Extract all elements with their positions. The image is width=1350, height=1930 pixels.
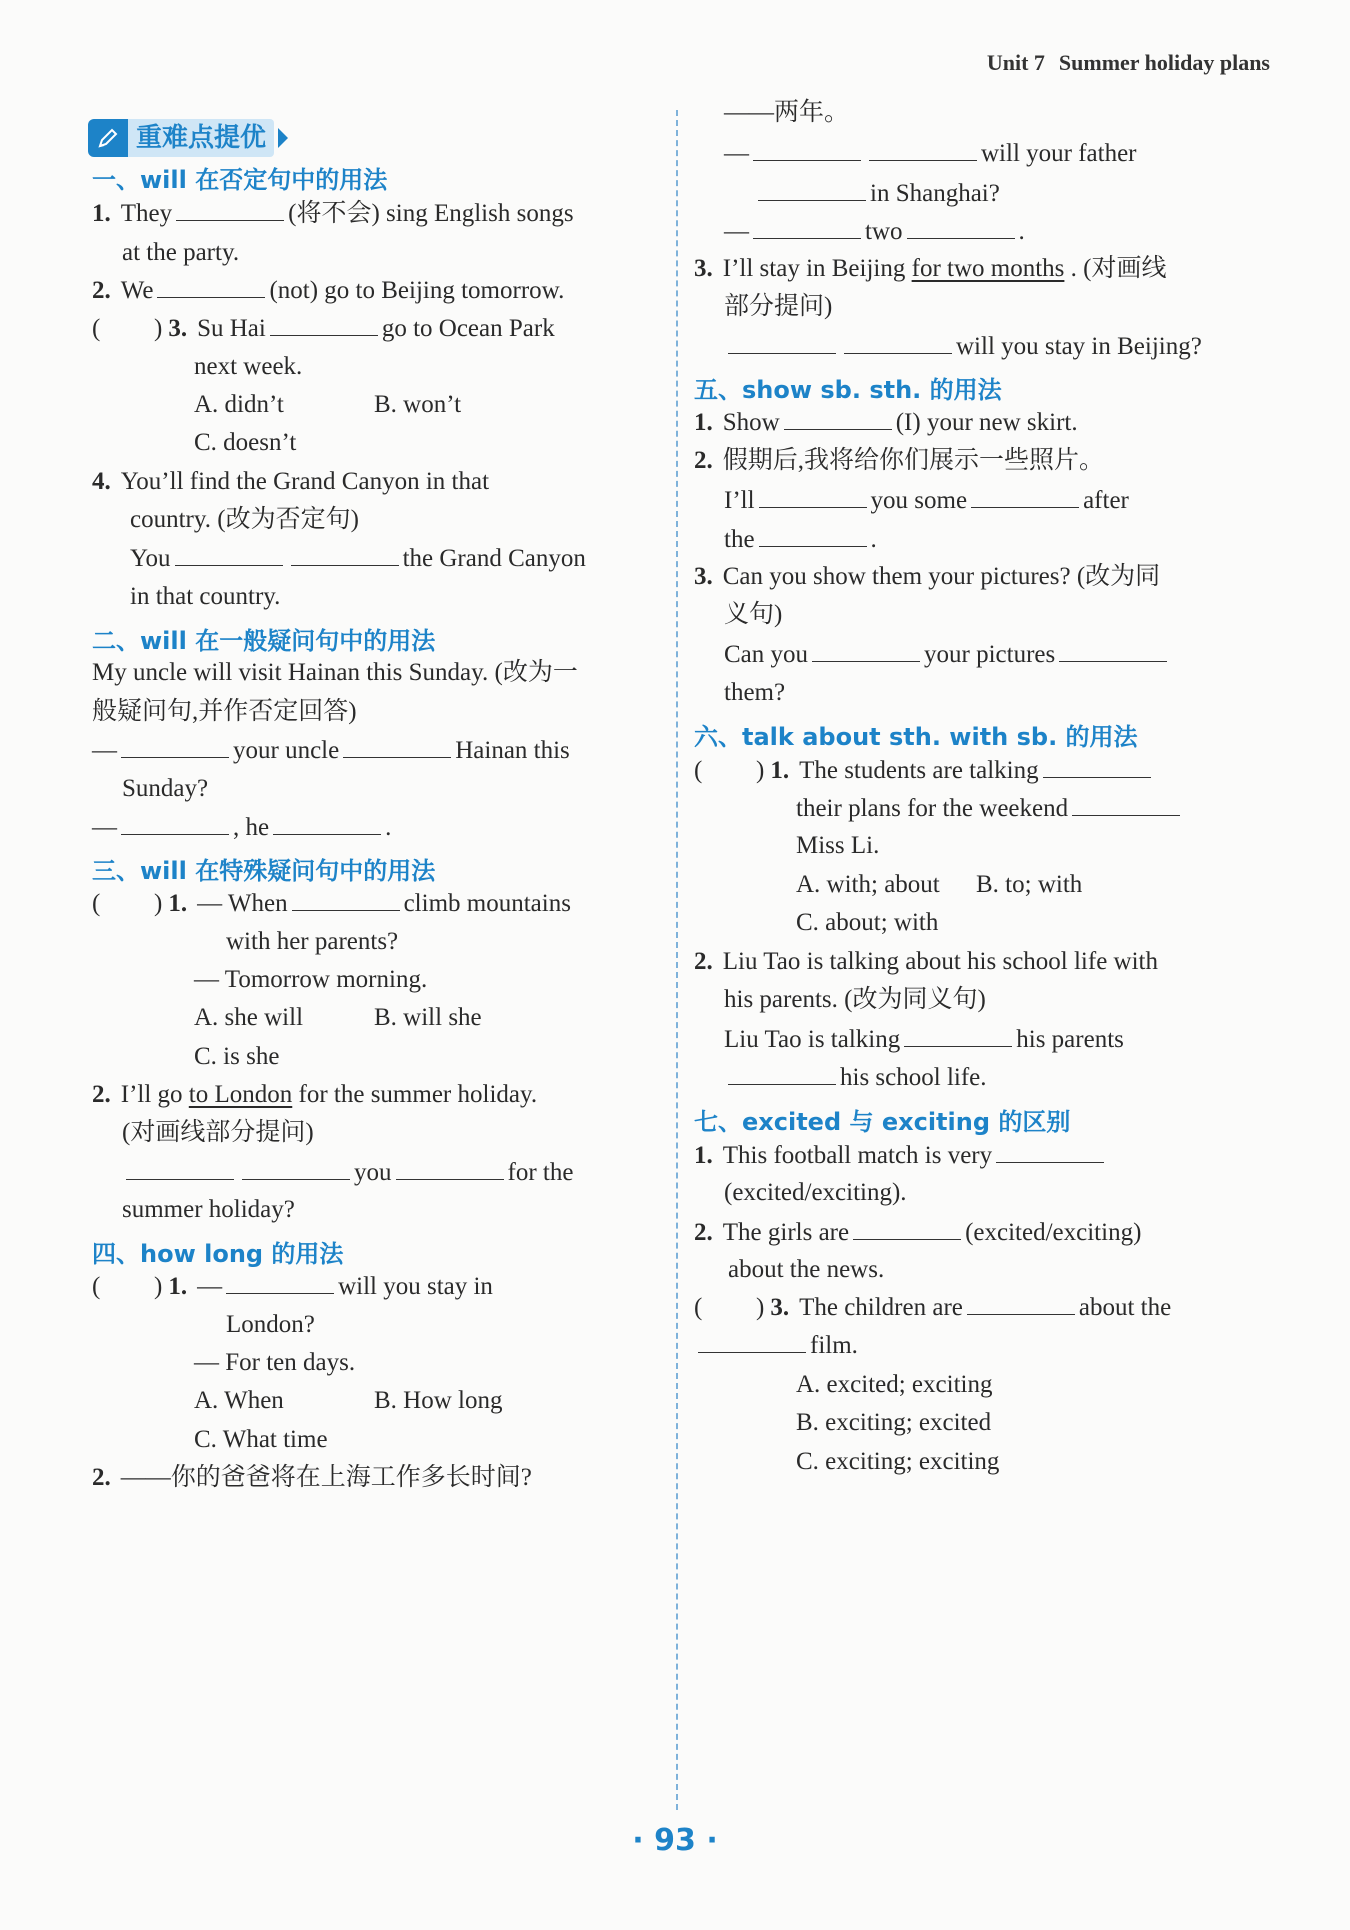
line-text: at the party.: [122, 239, 240, 266]
underlined-phrase: to London: [188, 1081, 293, 1108]
line-text: ——你的爸爸将在上海工作多长时间?: [120, 1464, 532, 1491]
question-line: [796, 870, 1082, 900]
answer-blank[interactable]: [996, 1140, 1104, 1163]
question-line: [796, 1447, 999, 1477]
answer-blank[interactable]: [728, 331, 836, 354]
question-line: [694, 755, 1155, 786]
option-b: B. How long: [374, 1387, 503, 1414]
line-text-3: Hainan this: [455, 737, 570, 764]
line-text: ——两年。: [724, 99, 850, 126]
question-line: [724, 639, 1171, 670]
answer-paren-close: ): [154, 890, 163, 917]
line-text: My uncle will visit Hainan this Sunday. (改为一: [92, 659, 578, 686]
line-text: —: [724, 218, 749, 245]
question-line: [194, 428, 296, 458]
question-number: 2.: [694, 948, 713, 975]
line-text: We: [120, 277, 154, 304]
question-line: [194, 352, 302, 382]
question-line: [92, 275, 564, 306]
option-b: B. won’t: [374, 391, 462, 418]
line-text: The students are talking: [799, 757, 1039, 784]
question-line: [130, 505, 359, 535]
answer-blank[interactable]: [698, 1330, 806, 1353]
question-line: [724, 985, 986, 1015]
answer-blank[interactable]: [343, 735, 451, 758]
line-text-2: his school life.: [840, 1064, 987, 1091]
line-text: C. is she: [194, 1043, 280, 1070]
question-number: 1.: [92, 200, 111, 227]
question-line: [194, 1042, 279, 1072]
answer-blank[interactable]: [907, 216, 1015, 239]
answer-blank[interactable]: [121, 812, 229, 835]
line-text: B. exciting; excited: [796, 1409, 992, 1436]
line-text: (excited/exciting).: [724, 1179, 907, 1206]
line-text: with her parents?: [226, 928, 399, 955]
line-text: They: [120, 200, 173, 227]
line-text-3: .: [1018, 218, 1025, 245]
question-line: [724, 678, 785, 708]
answer-blank[interactable]: [273, 812, 381, 835]
question-line: [194, 965, 427, 995]
question-number: 3.: [168, 315, 188, 342]
line-text-2: your uncle: [233, 737, 340, 764]
section-heading: 二、will 在一般疑问句中的用法: [92, 627, 436, 655]
answer-paren-open: (: [694, 757, 703, 784]
question-line: [694, 1140, 1108, 1171]
option-a: A. didn’t: [194, 391, 284, 418]
line-text-2: .: [870, 526, 877, 553]
line-text: The children are: [799, 1294, 963, 1321]
line-text: next week.: [194, 353, 303, 380]
badge-label: 重难点提优: [128, 119, 274, 157]
line-text: Liu Tao is talking: [724, 1026, 901, 1053]
question-line: [694, 407, 1078, 438]
section-heading: 五、show sb. sth. 的用法: [694, 376, 1002, 404]
question-line: [122, 238, 239, 268]
badge-arrow-icon: [278, 128, 288, 148]
question-line: [92, 1080, 537, 1110]
question-number: 1.: [694, 1142, 713, 1169]
question-number: 2.: [694, 1219, 713, 1246]
line-text: Su Hai: [197, 315, 266, 342]
answer-blank[interactable]: [226, 1271, 334, 1294]
question-number: 3.: [694, 563, 713, 590]
option-a: A. with; about: [796, 871, 940, 898]
question-line: [724, 216, 1025, 247]
question-line: [194, 1348, 355, 1378]
question-line: [724, 1024, 1124, 1055]
answer-blank[interactable]: [728, 1062, 836, 1085]
line-text: summer holiday?: [122, 1196, 295, 1223]
line-text-3: after: [1083, 487, 1129, 514]
line-text: You’ll find the Grand Canyon in that: [120, 468, 490, 495]
line-text-2: his parents: [1016, 1026, 1124, 1053]
line-text: 般疑问句,并作否定回答): [92, 698, 357, 725]
line-text: 假期后,我将给你们展示一些照片。: [722, 447, 1105, 474]
answer-paren-close: ): [756, 1294, 765, 1321]
question-number: 4.: [92, 468, 111, 495]
line-text: I’ll: [724, 487, 755, 514]
line-text: 部分提问): [724, 293, 833, 320]
line-text: —: [92, 737, 117, 764]
line-text: Liu Tao is talking about his school life with: [722, 948, 1158, 975]
question-line: [694, 562, 1160, 592]
answer-paren-open: (: [694, 1294, 703, 1321]
line-text-2: (excited/exciting): [965, 1219, 1142, 1246]
question-line: [796, 1408, 991, 1438]
section-heading: 六、talk about sth. with sb. 的用法: [694, 723, 1138, 751]
answer-paren-open: (: [92, 315, 101, 342]
underlined-phrase: for two months: [911, 255, 1065, 282]
line-text-2: about the: [1078, 1294, 1172, 1321]
answer-blank[interactable]: [176, 198, 284, 221]
question-line: [796, 831, 879, 861]
answer-blank[interactable]: [971, 485, 1079, 508]
answer-blank[interactable]: [869, 138, 977, 161]
question-line: [92, 1271, 493, 1302]
line-text: —: [724, 140, 749, 167]
question-line: [122, 774, 208, 804]
line-text: You: [130, 545, 171, 572]
pencil-icon: [88, 119, 128, 157]
answer-paren-close: ): [154, 1273, 163, 1300]
line-text-2: go to Ocean Park: [381, 315, 555, 342]
option-a: A. When: [194, 1387, 284, 1414]
question-line: [122, 1118, 314, 1148]
answer-blank[interactable]: [753, 216, 861, 239]
line-text-2: for the summer holiday.: [298, 1081, 538, 1108]
line-text: 义句): [724, 601, 783, 628]
line-text-3: for the: [507, 1159, 574, 1186]
question-line: [194, 1425, 328, 1455]
line-text: his parents. (改为同义句): [724, 986, 986, 1013]
line-text: (对画线部分提问): [122, 1119, 314, 1146]
option-a: A. she will: [194, 1004, 304, 1031]
line-text: — For ten days.: [194, 1349, 356, 1376]
question-line: [724, 138, 1137, 169]
answer-blank[interactable]: [904, 1024, 1012, 1047]
line-text-2: film.: [810, 1332, 858, 1359]
section-heading: 三、will 在特殊疑问句中的用法: [92, 857, 436, 885]
question-line: [130, 543, 586, 574]
line-text-2: . (对画线: [1070, 255, 1167, 282]
question-line: [724, 485, 1129, 516]
answer-blank[interactable]: [759, 485, 867, 508]
line-text: them?: [724, 679, 786, 706]
question-line: [92, 198, 574, 229]
line-text-2: (not) go to Beijing tomorrow.: [269, 277, 565, 304]
answer-blank[interactable]: [126, 1157, 234, 1180]
line-text: in that country.: [130, 583, 281, 610]
line-text-2: two: [865, 218, 903, 245]
answer-blank[interactable]: [784, 407, 892, 430]
question-line: [694, 254, 1166, 284]
question-number: 2.: [694, 447, 713, 474]
line-text-2: in Shanghai?: [870, 180, 1000, 207]
option-b: B. to; with: [976, 871, 1083, 898]
question-line: [92, 888, 571, 919]
line-text: This football match is very: [722, 1142, 993, 1169]
question-line: [92, 697, 357, 727]
line-text-2: (I) your new skirt.: [895, 409, 1078, 436]
question-line: [724, 331, 1202, 362]
question-line: [724, 524, 877, 555]
answer-blank[interactable]: [270, 313, 378, 336]
question-line: [92, 735, 570, 766]
section-heading: 一、will 在否定句中的用法: [92, 166, 388, 194]
answer-blank[interactable]: [753, 138, 861, 161]
question-line: [92, 1463, 532, 1493]
line-text: — When: [197, 890, 288, 917]
line-text: I’ll go: [120, 1081, 183, 1108]
section-badge: [88, 118, 288, 158]
line-text: C. What time: [194, 1426, 328, 1453]
answer-blank[interactable]: [291, 543, 399, 566]
line-text: — Tomorrow morning.: [194, 966, 428, 993]
line-text-2: the Grand Canyon: [402, 545, 586, 572]
line-text-2: you some: [870, 487, 968, 514]
answer-paren-close: ): [756, 757, 765, 784]
question-line: [194, 1003, 482, 1033]
question-line: [194, 390, 461, 420]
line-text: C. exciting; exciting: [796, 1448, 1000, 1475]
line-text-2: (将不会) sing English songs: [288, 200, 574, 227]
question-line: [92, 467, 489, 497]
answer-blank[interactable]: [1059, 639, 1167, 662]
line-text: Can you: [724, 641, 809, 668]
line-text: Miss Li.: [796, 832, 880, 859]
line-text: their plans for the weekend: [796, 795, 1069, 822]
question-line: [92, 658, 578, 688]
answer-blank[interactable]: [175, 543, 283, 566]
question-line: [796, 908, 938, 938]
page-number-value: 93: [654, 1823, 696, 1858]
question-line: [694, 947, 1158, 977]
line-text: Sunday?: [122, 775, 209, 802]
line-text: Can you show them your pictures? (改为同: [722, 563, 1161, 590]
question-line: [694, 446, 1104, 476]
line-text: The girls are: [722, 1219, 850, 1246]
question-line: [724, 292, 832, 322]
line-text: I’ll stay in Beijing: [722, 255, 906, 282]
question-line: [122, 1195, 295, 1225]
line-text-2: climb mountains: [403, 890, 571, 917]
answer-blank[interactable]: [967, 1292, 1075, 1315]
answer-blank[interactable]: [157, 275, 265, 298]
question-line: [728, 1255, 884, 1285]
question-number: 1.: [168, 1273, 188, 1300]
question-number: 2.: [92, 1081, 111, 1108]
answer-blank[interactable]: [1043, 755, 1151, 778]
section-heading: 四、how long 的用法: [92, 1240, 344, 1268]
line-text-2: your pictures: [924, 641, 1056, 668]
question-line: [92, 812, 391, 843]
question-line: [724, 98, 849, 128]
question-line: [122, 1157, 573, 1188]
question-line: [754, 178, 1000, 209]
question-number: 2.: [92, 1464, 111, 1491]
question-line: [724, 1062, 987, 1093]
question-number: 2.: [92, 277, 111, 304]
line-text: country. (改为否定句): [130, 506, 359, 533]
question-number: 1.: [168, 890, 188, 917]
question-number: 1.: [694, 409, 713, 436]
answer-paren-open: (: [92, 1273, 101, 1300]
line-text-2: , he: [233, 814, 270, 841]
answer-blank[interactable]: [812, 639, 920, 662]
option-b: B. will she: [374, 1004, 482, 1031]
question-line: [130, 582, 280, 612]
line-text-3: .: [385, 814, 392, 841]
section-heading: 七、excited 与 exciting 的区别: [694, 1108, 1071, 1136]
unit-title: Summer holiday plans: [1058, 50, 1270, 75]
question-line: [92, 313, 555, 344]
question-line: [796, 793, 1184, 824]
question-line: [226, 927, 398, 957]
question-line: [694, 1292, 1171, 1323]
answer-blank[interactable]: [758, 178, 866, 201]
answer-blank[interactable]: [844, 331, 952, 354]
answer-blank[interactable]: [121, 735, 229, 758]
unit-label: Unit 7: [986, 50, 1045, 75]
question-line: [194, 1386, 502, 1416]
line-text-2: will you stay in: [338, 1273, 493, 1300]
line-text: the: [724, 526, 755, 553]
line-text: London?: [226, 1311, 315, 1338]
line-text: Show: [722, 409, 780, 436]
line-text: —: [92, 814, 117, 841]
answer-blank[interactable]: [292, 888, 400, 911]
line-text: about the news.: [728, 1256, 885, 1283]
page-header: [973, 50, 1270, 76]
question-line: [694, 1330, 858, 1361]
question-number: 1.: [770, 757, 790, 784]
answer-blank[interactable]: [853, 1217, 961, 1240]
answer-paren-close: ): [154, 315, 163, 342]
answer-paren-open: (: [92, 890, 101, 917]
answer-blank[interactable]: [396, 1157, 504, 1180]
line-text: C. about; with: [796, 909, 939, 936]
question-line: [226, 1310, 315, 1340]
question-line: [724, 600, 782, 630]
question-line: [796, 1370, 992, 1400]
answer-blank[interactable]: [1072, 793, 1180, 816]
line-text-2: you: [354, 1159, 392, 1186]
column-divider: [676, 110, 678, 1810]
answer-blank[interactable]: [759, 524, 867, 547]
page-number: · 93 ·: [632, 1823, 718, 1858]
answer-blank[interactable]: [242, 1157, 350, 1180]
line-text: A. excited; exciting: [796, 1371, 993, 1398]
question-line: [724, 1178, 907, 1208]
line-text: —: [197, 1273, 223, 1300]
line-text-2: will your father: [981, 140, 1137, 167]
line-text-2: will you stay in Beijing?: [956, 333, 1202, 360]
question-number: 3.: [770, 1294, 790, 1321]
question-line: [694, 1217, 1141, 1248]
question-number: 3.: [694, 255, 713, 282]
line-text: C. doesn’t: [194, 429, 297, 456]
